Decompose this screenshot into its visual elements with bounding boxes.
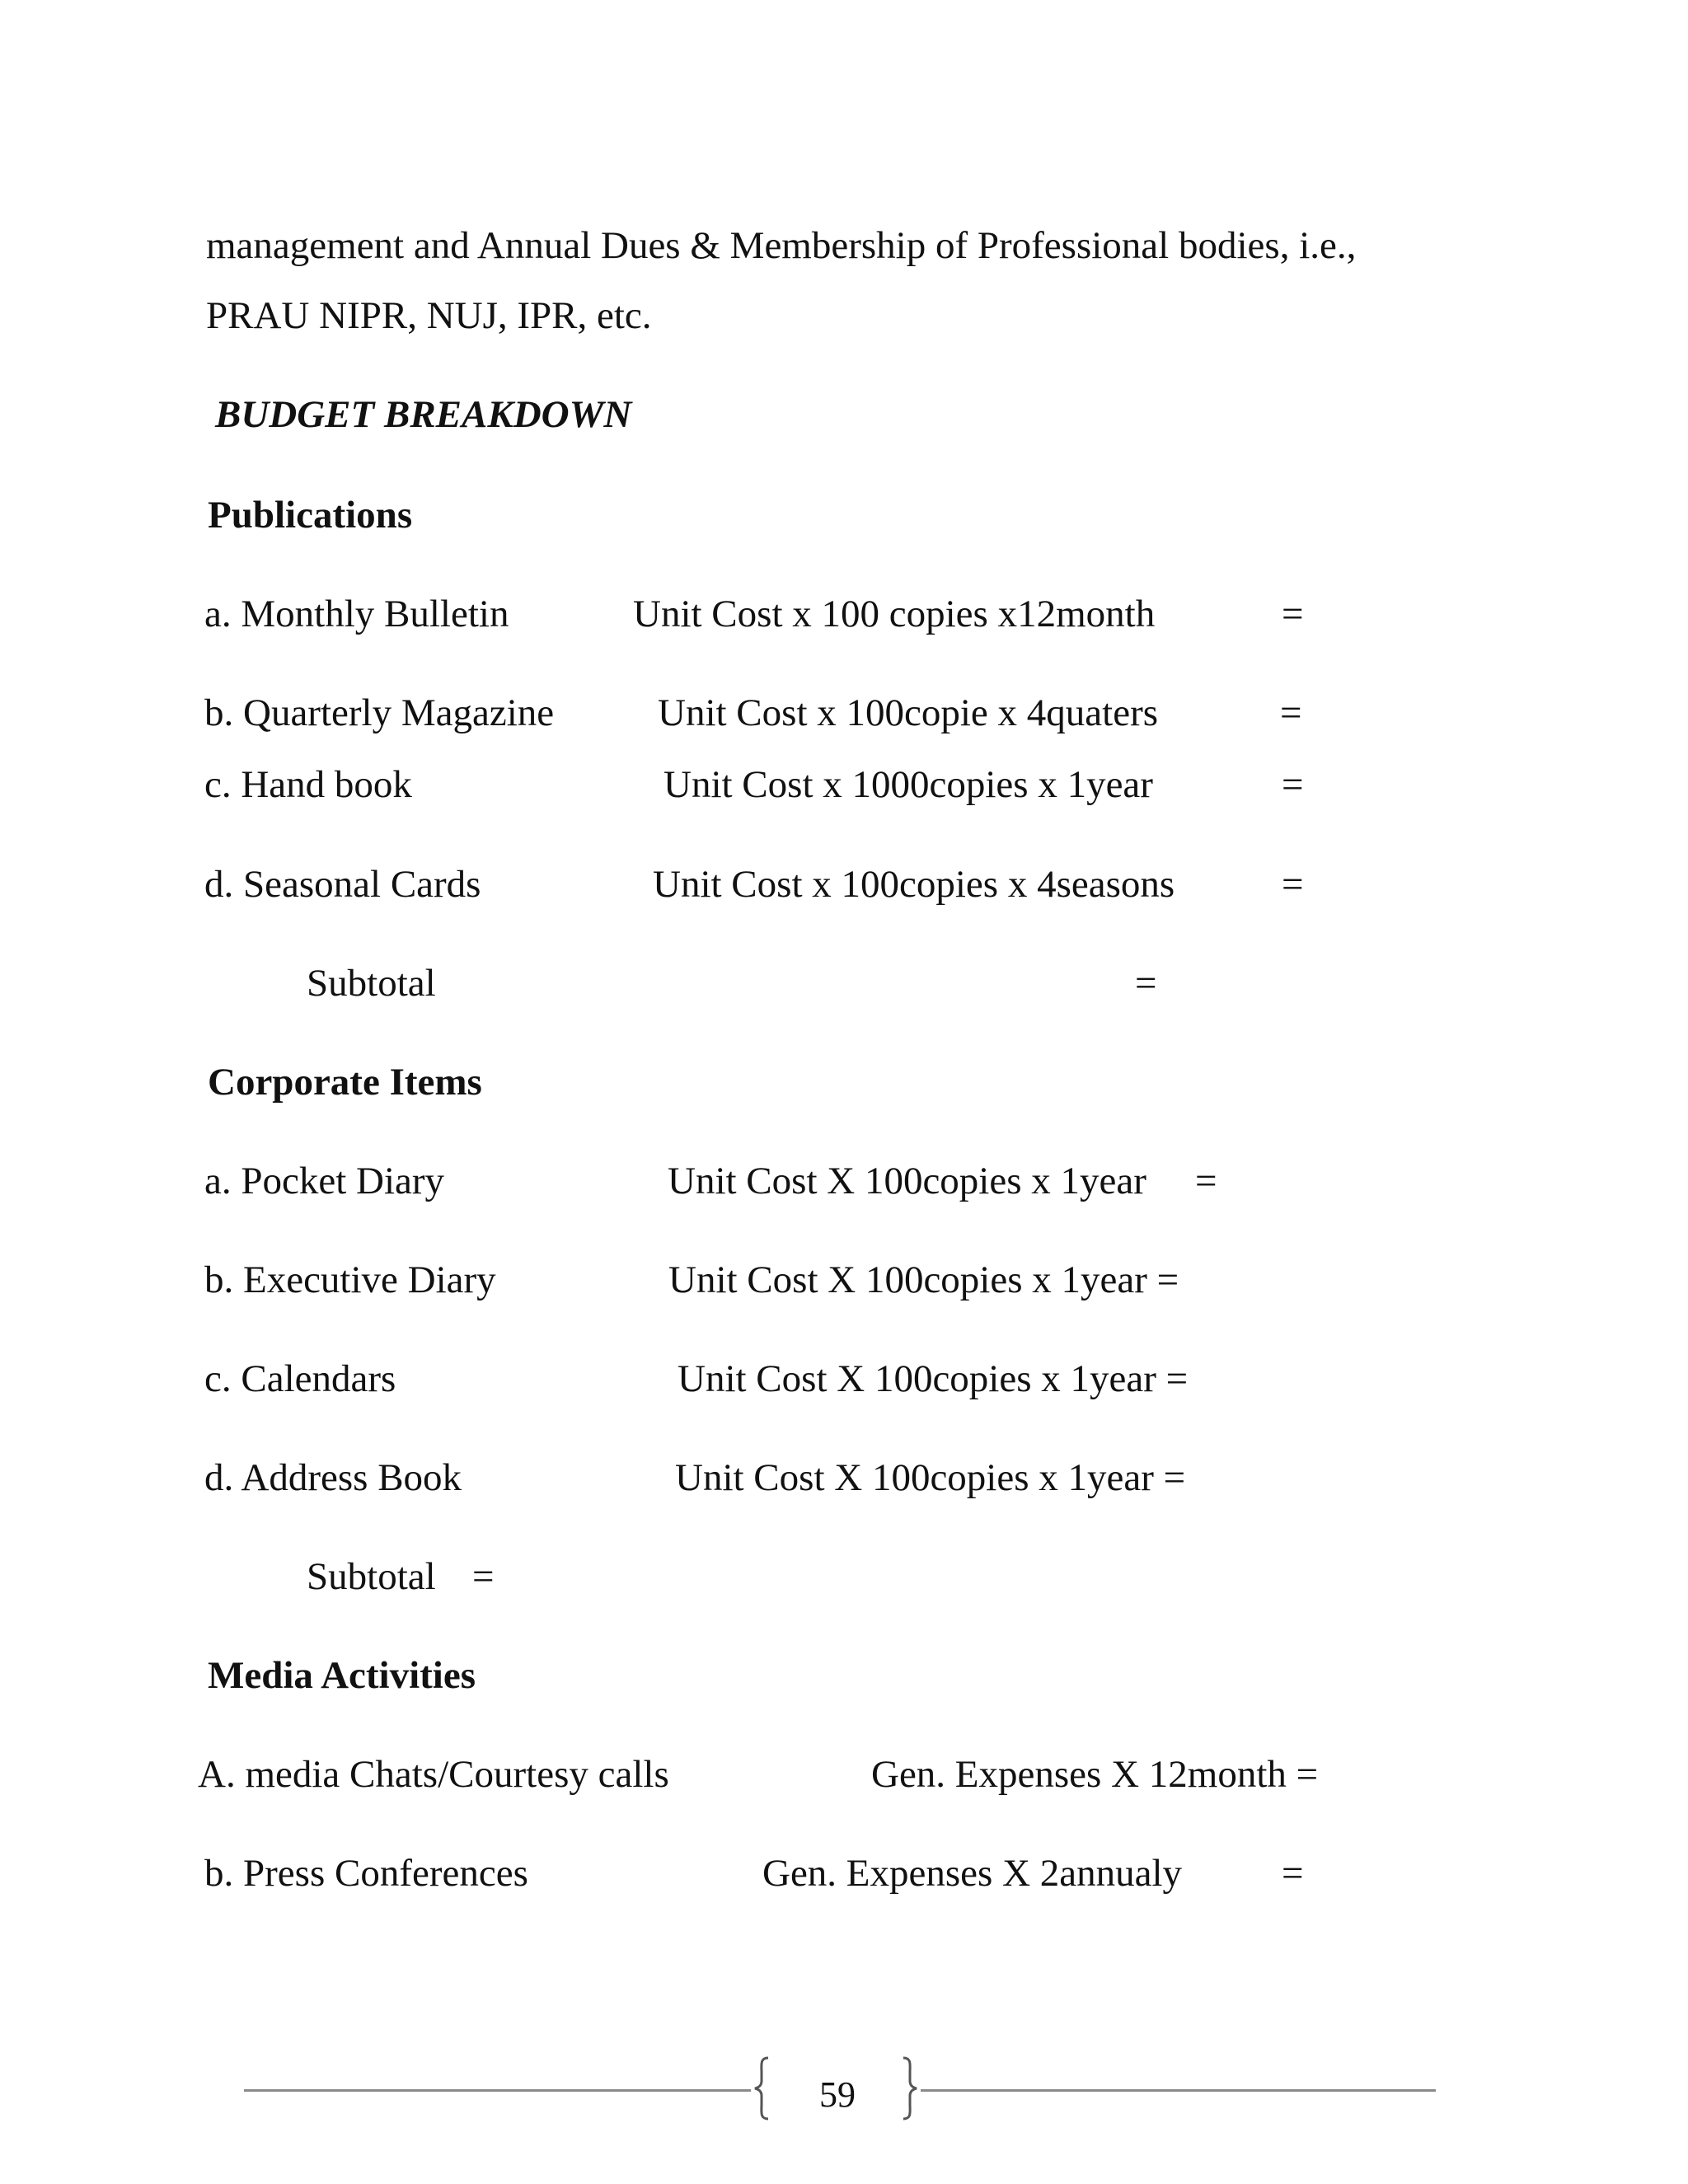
publications-item-equals: = <box>1280 691 1302 734</box>
corporate-item-formula: Unit Cost X 100copies x 1year <box>668 1160 1146 1202</box>
media-item-formula: Gen. Expenses X 2annualy <box>762 1852 1183 1895</box>
corporate-item-formula: Unit Cost X 100copies x 1year = <box>675 1456 1186 1499</box>
publications-item-label: c. Hand book <box>204 763 412 806</box>
page-number: 59 <box>819 2074 856 2115</box>
corporate-item-label: b. Executive Diary <box>204 1258 496 1301</box>
corporate-items-heading: Corporate Items <box>208 1061 482 1104</box>
publications-item-equals: = <box>1282 593 1304 635</box>
media-item-formula: Gen. Expenses X 12month = <box>871 1753 1319 1796</box>
publications-item-equals: = <box>1282 763 1304 806</box>
publications-item-formula: Unit Cost x 100copie x 4quaters <box>658 691 1159 734</box>
media-item-label: A. media Chats/Courtesy calls <box>198 1753 669 1796</box>
media-item-equals: = <box>1282 1852 1304 1895</box>
corporate-item-label: d. Address Book <box>204 1456 462 1499</box>
publications-item-formula: Unit Cost x 100 copies x12month <box>633 593 1156 635</box>
corporate-subtotal-equals: = <box>472 1555 495 1598</box>
footer-right-brace <box>900 2056 918 2121</box>
publications-item-formula: Unit Cost x 1000copies x 1year <box>663 763 1153 806</box>
corporate-item-label: a. Pocket Diary <box>204 1160 445 1202</box>
publications-heading: Publications <box>208 494 413 537</box>
corporate-item-formula: Unit Cost X 100copies x 1year = <box>668 1258 1179 1301</box>
corporate-item-formula: Unit Cost X 100copies x 1year = <box>678 1357 1189 1400</box>
publications-item-equals: = <box>1282 863 1304 906</box>
intro-line-1: management and Annual Dues & Membership of Professional bodies, i.e., <box>206 224 1357 267</box>
footer-rule-left <box>244 2089 751 2092</box>
publications-item-label: a. Monthly Bulletin <box>204 593 509 635</box>
publications-item-label: d. Seasonal Cards <box>204 863 481 906</box>
media-activities-heading: Media Activities <box>208 1654 476 1697</box>
media-item-label: b. Press Conferences <box>204 1852 528 1895</box>
budget-breakdown-heading: BUDGET BREAKDOWN <box>215 393 632 436</box>
corporate-item-equals: = <box>1195 1160 1217 1202</box>
footer-left-brace <box>753 2056 771 2121</box>
corporate-subtotal-label: Subtotal <box>307 1555 436 1598</box>
publications-subtotal-label: Subtotal <box>307 962 436 1005</box>
footer-rule-right <box>921 2089 1436 2092</box>
intro-line-2: PRAU NIPR, NUJ, IPR, etc. <box>206 294 652 337</box>
publications-item-formula: Unit Cost x 100copies x 4seasons <box>653 863 1175 906</box>
publications-subtotal-equals: = <box>1135 962 1157 1005</box>
corporate-item-label: c. Calendars <box>204 1357 396 1400</box>
publications-item-label: b. Quarterly Magazine <box>204 691 555 734</box>
